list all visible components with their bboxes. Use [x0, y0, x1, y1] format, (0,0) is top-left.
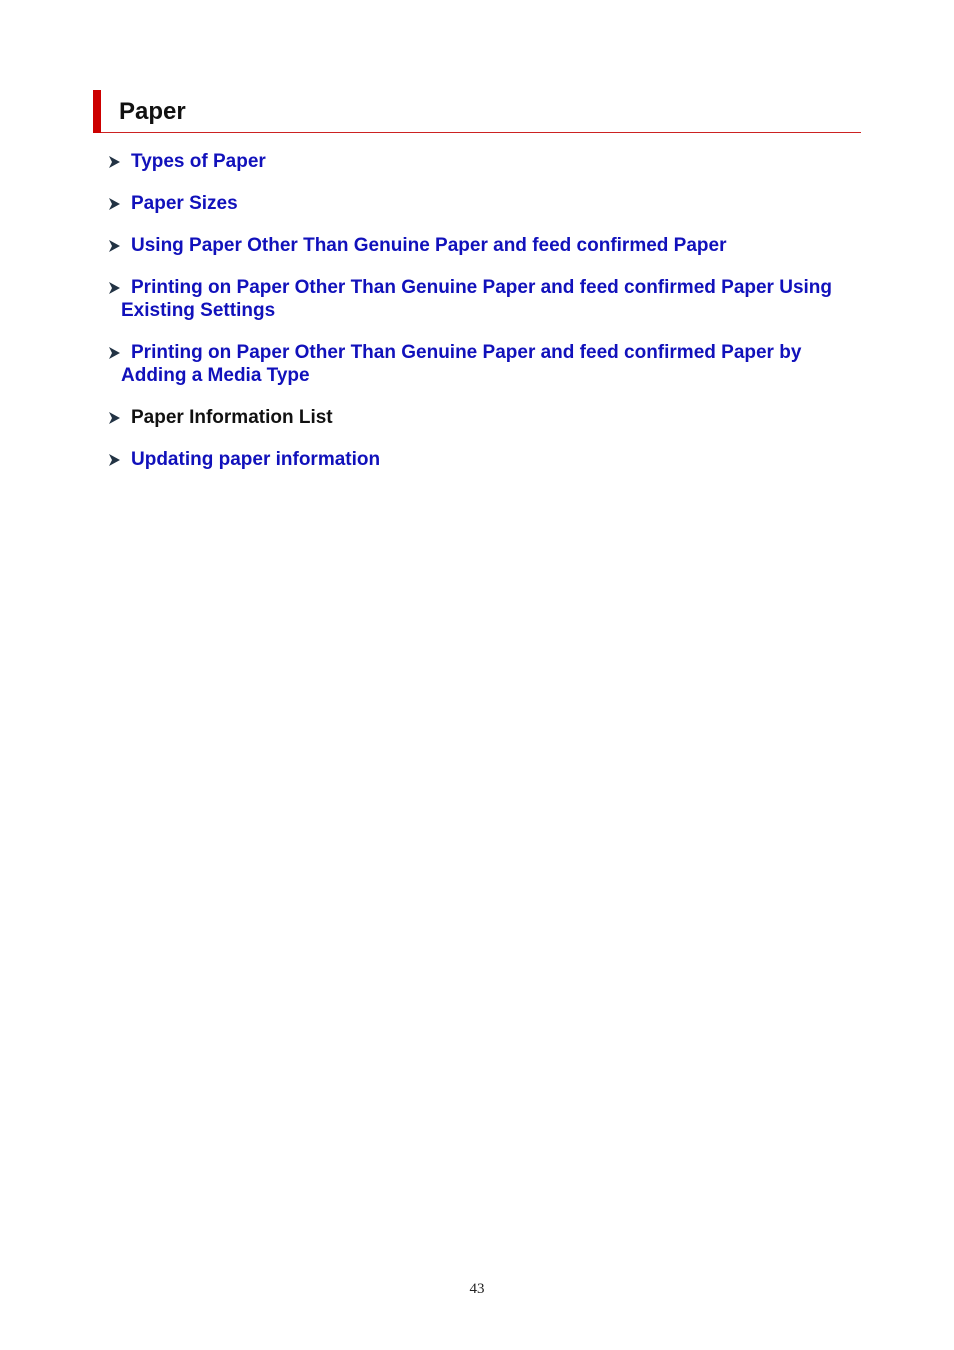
link-printing-existing-settings[interactable]: [108, 276, 868, 322]
page-title: Paper: [119, 98, 186, 125]
link-types-of-paper[interactable]: [108, 150, 868, 173]
arrow-right-icon: [108, 281, 121, 295]
arrow-right-icon: [108, 411, 121, 425]
arrow-right-icon: [108, 239, 121, 253]
link-label[interactable]: Printing on Paper Other Than Genuine Paper and feed confirmed Paper by Adding a Media Type: [121, 342, 802, 386]
link-paper-information-list: [108, 406, 868, 429]
link-paper-sizes[interactable]: [108, 192, 868, 215]
arrow-right-icon: [108, 453, 121, 467]
heading-accent-bar: [93, 90, 101, 133]
arrow-right-icon: [108, 155, 121, 169]
link-updating-paper-information[interactable]: [108, 448, 868, 471]
link-using-other-paper[interactable]: [108, 234, 868, 257]
link-label[interactable]: Paper Sizes: [131, 193, 238, 214]
link-label: Paper Information List: [131, 407, 333, 428]
link-label[interactable]: Types of Paper: [131, 151, 266, 172]
arrow-right-icon: [108, 197, 121, 211]
section-heading: [93, 90, 861, 133]
link-list: [108, 150, 868, 490]
link-label[interactable]: Updating paper information: [131, 449, 381, 470]
link-label[interactable]: Printing on Paper Other Than Genuine Paper and feed confirmed Paper Using Existing Settings: [121, 277, 833, 321]
link-printing-media-type[interactable]: [108, 341, 868, 387]
arrow-right-icon: [108, 346, 121, 360]
page-number: 43: [469, 1281, 485, 1297]
link-label[interactable]: Using Paper Other Than Genuine Paper and feed confirmed Paper: [131, 235, 727, 256]
